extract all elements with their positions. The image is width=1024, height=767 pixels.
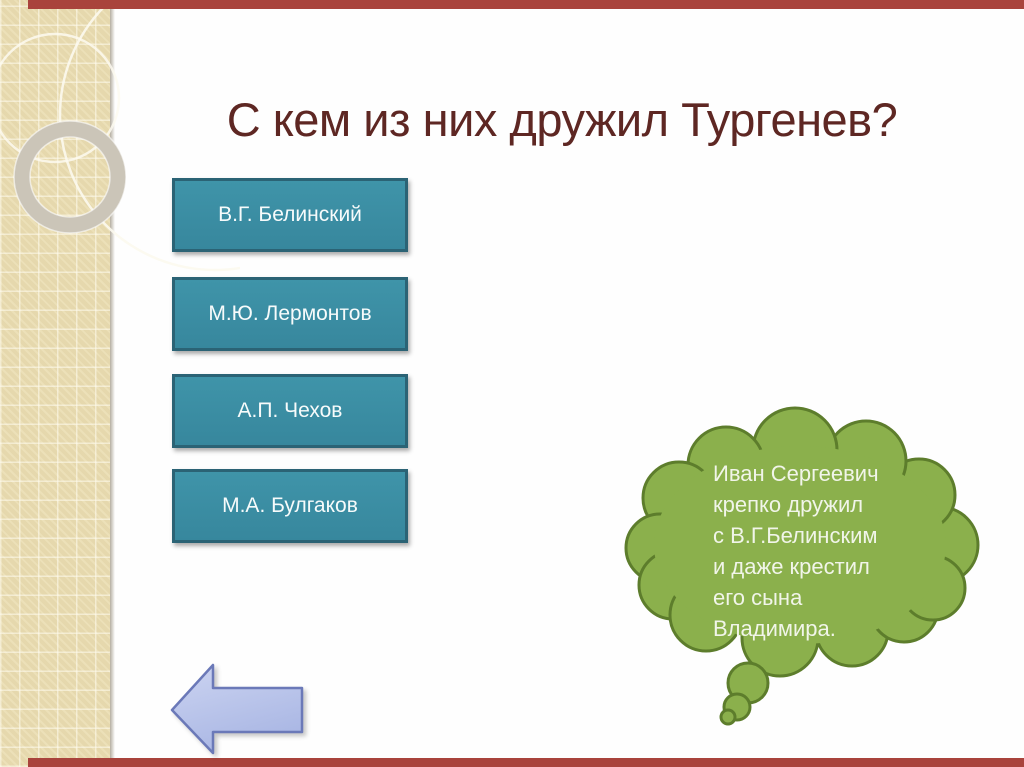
bubble-line: и даже крестил (713, 554, 870, 579)
top-accent-bar (28, 0, 1024, 9)
answer-button-bulgakov[interactable] (172, 469, 408, 543)
bubble-line: его сына (713, 585, 803, 610)
answer-button-label: М.Ю. Лермонтов (208, 302, 372, 325)
left-arrow-icon (172, 665, 302, 753)
cloud-trail-circles (721, 663, 768, 724)
answer-button-label: В.Г. Белинский (218, 203, 362, 226)
thought-bubble-text (713, 458, 923, 644)
answer-button-belinsky[interactable] (172, 178, 408, 252)
bubble-line: Владимира. (713, 616, 836, 641)
sidebar-pattern (0, 0, 110, 767)
answer-button-lermontov[interactable] (172, 277, 408, 351)
bubble-line: с В.Г.Белинским (713, 523, 878, 548)
bubble-line: крепко дружил (713, 492, 864, 517)
back-arrow-button[interactable] (160, 655, 320, 765)
answer-button-label: М.А. Булгаков (222, 494, 358, 517)
answer-button-chekhov[interactable] (172, 374, 408, 448)
bubble-line: Иван Сергеевич (713, 461, 879, 486)
answer-button-label: А.П. Чехов (237, 399, 343, 422)
slide-title: С кем из них дружил Тургенев? (226, 93, 898, 147)
